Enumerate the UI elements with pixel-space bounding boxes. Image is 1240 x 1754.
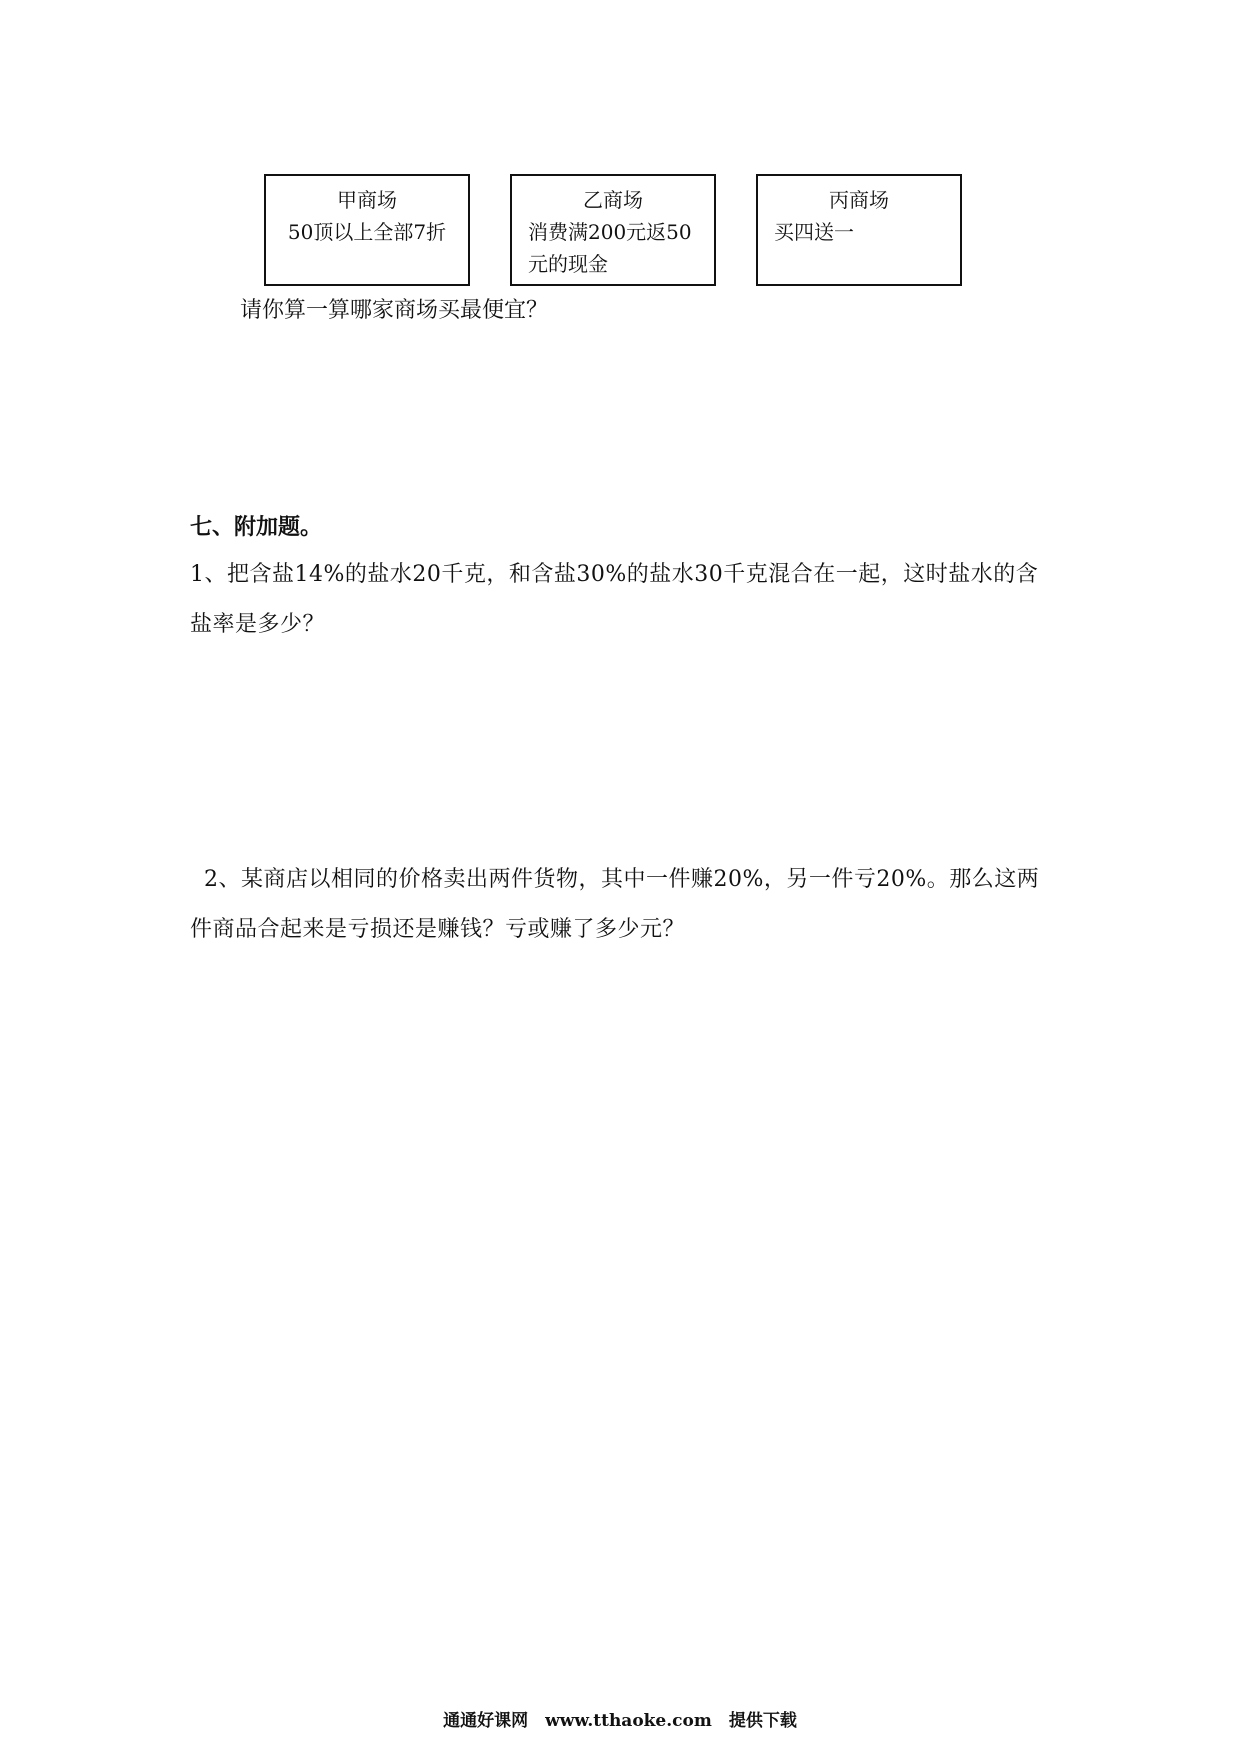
store-box-yi <box>510 174 716 286</box>
store-offer: 买四送一 <box>774 220 854 244</box>
page-footer: 通通好课网 www.tthaoke.com 提供下载 <box>443 1711 797 1731</box>
store-offer: 50顶以上全部7折 <box>287 220 447 244</box>
store-box-bing <box>756 174 962 286</box>
store-name: 丙商场 <box>829 188 889 212</box>
store-name: 乙商场 <box>583 188 643 212</box>
cheapest-question: 请你算一算哪家商场买最便宜？ <box>240 298 549 323</box>
store-box-jia <box>264 174 470 286</box>
question-2: 2、某商店以相同的价格卖出两件货物，其中一件赚20%，另一件亏20%。那么这两件商品合起来是亏损还是赚钱？亏或赚了多少元？ <box>190 867 1040 942</box>
store-offer: 消费满200元返50元的现金 <box>528 220 692 276</box>
section-heading: 七、附加题。 <box>190 514 323 540</box>
question-1: 1、把含盐14%的盐水20千克，和含盐30%的盐水30千克混合在一起，这时盐水的含盐率是多少？ <box>190 562 1039 637</box>
store-name: 甲商场 <box>337 188 397 212</box>
